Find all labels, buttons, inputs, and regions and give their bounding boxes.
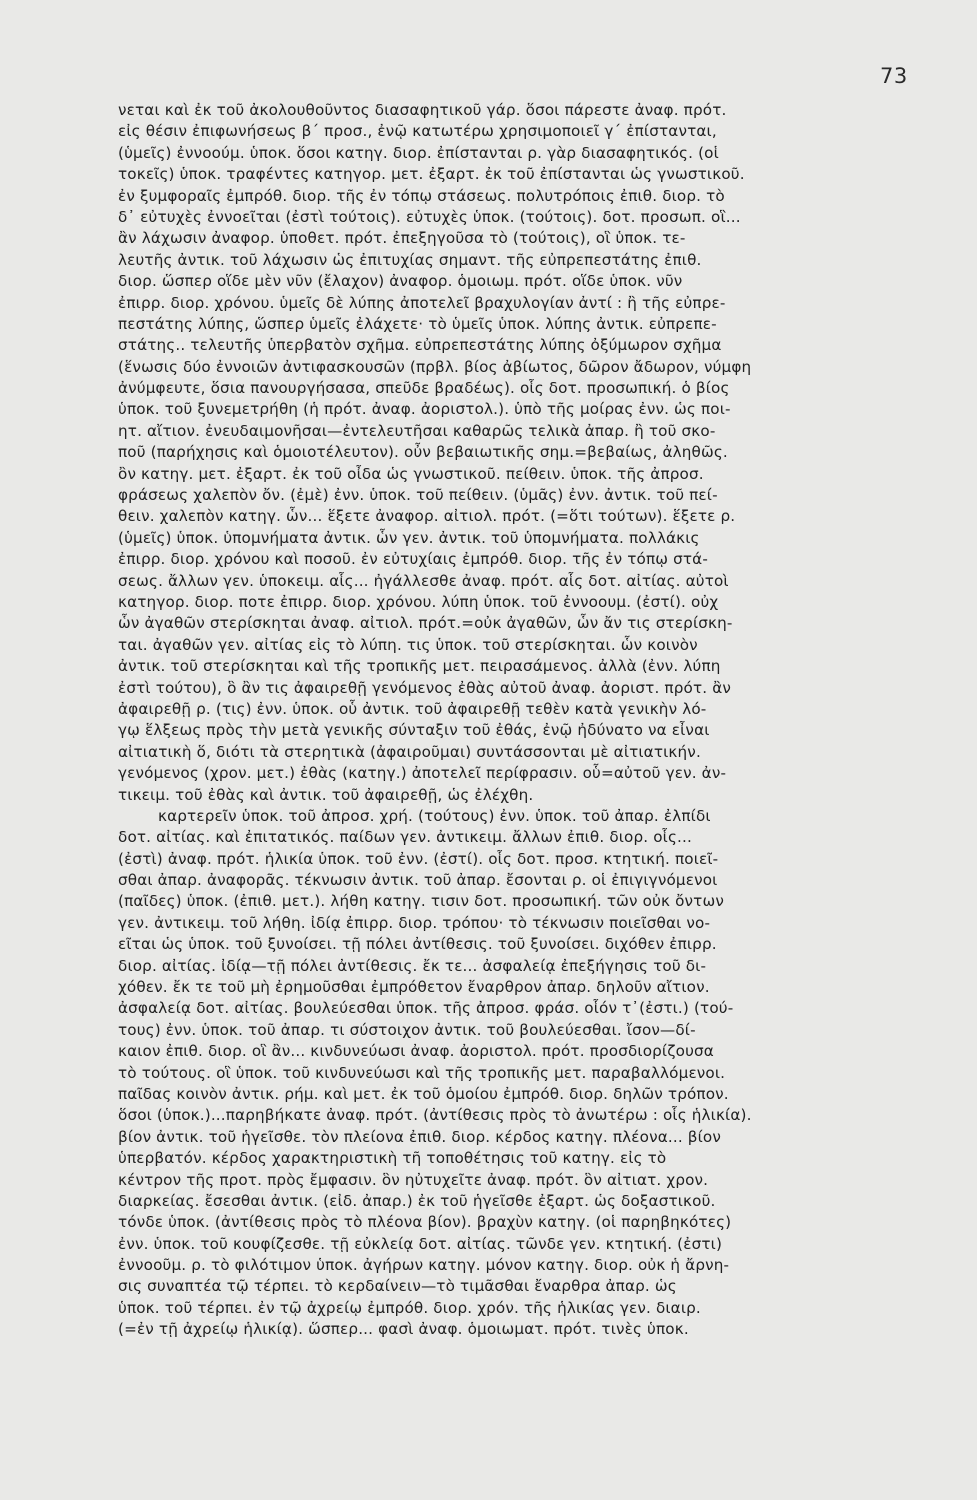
text-line: (ὑμεῖς) ἐννοούμ. ὑποκ. ὅσοι κατηγ. διορ. ἐπίστανται ρ. γὰρ διασαφητικός. (οἱ [118, 143, 719, 162]
text-line: παῖδας κοινὸν ἀντικ. ρήμ. καὶ μετ. ἐκ τοῦ ὁμοίου ἐμπρόθ. διορ. δηλῶν τρόπον. [118, 1084, 729, 1103]
text-line: ὂν κατηγ. μετ. ἐξαρτ. ἐκ τοῦ οἶδα ὡς γνωστικοῦ. πείθειν. ὑποκ. τῆς ἀπροσ. [118, 464, 704, 483]
text-line: στάτης.. τελευτῆς ὑπερβατὸν σχῆμα. εὐπρεπεστάτης λύπης ὀξύμωρον σχῆμα [118, 336, 722, 355]
text-line: σεως. ἄλλων γεν. ὑποκειμ. αἷς... ἠγάλλεσθε ἀναφ. πρότ. αἷς δοτ. αἰτίας. αὐτοὶ [118, 571, 729, 590]
text-line: βίον ἀντικ. τοῦ ἡγεῖσθε. τὸν πλείονα ἐπιθ. διορ. κέρδος κατηγ. πλέονα... βίον [118, 1127, 722, 1146]
text-line: ἐπιρρ. διορ. χρόνου καὶ ποσοῦ. ἐν εὐτυχίαις ἐμπρόθ. διορ. τῆς ἐν τόπῳ στά- [118, 550, 708, 569]
text-line: γεν. ἀντικειμ. τοῦ λήθη. ἰδίᾳ ἐπιρρ. διορ. τρόπου· τὸ τέκνωσιν ποιεῖσθαι νο- [118, 913, 711, 932]
text-line: κατηγορ. διορ. ποτε ἐπιρρ. διορ. χρόνου. λύπη ὑποκ. τοῦ ἐννοουμ. (ἐστί). οὐχ [118, 592, 719, 611]
text-line: καρτερεῖν ὑποκ. τοῦ ἀπροσ. χρή. (τούτους) ἐνν. ὑποκ. τοῦ ἀπαρ. ἐλπίδι [158, 806, 711, 825]
text-line: δοτ. αἰτίας. καὶ ἐπιτατικός. παίδων γεν. ἀντικειμ. ἄλλων ἐπιθ. διορ. οἷς... [118, 828, 692, 847]
text-line: γῳ ἕλξεως πρὸς τὴν μετὰ γενικῆς σύνταξιν τοῦ ἐθάς, ἐνῷ ἠδύνατο να εἶναι [118, 721, 710, 740]
text-line: τόνδε ὑποκ. (ἀντίθεσις πρὸς τὸ πλέονα βίον). βραχὺν κατηγ. (οἱ παρηβηκότες) [118, 1213, 732, 1232]
text-line: εἰς θέσιν ἐπιφωνήσεως β΄ προσ., ἐνῷ κατωτέρω χρησιμοποιεῖ γ΄ ἐπίστανται, [118, 122, 717, 141]
text-line: φράσεως χαλεπὸν ὄν. (ἐμὲ) ἐνν. ὑποκ. τοῦ πείθειν. (ὑμᾶς) ἐνν. ἀντικ. τοῦ πεί- [118, 486, 718, 505]
text-line: σις συναπτέα τῷ τέρπει. τὸ κερδαίνειν—τὸ τιμᾶσθαι ἔναρθρα ἀπαρ. ὡς [118, 1277, 677, 1296]
text-line: δ᾽ εὐτυχὲς ἐννοεῖται (ἐστὶ τούτοις). εὐτυχὲς ὑποκ. (τούτοις). δοτ. προσωπ. οἳ... [118, 207, 741, 226]
text-line: ὧν ἀγαθῶν στερίσκηται ἀναφ. αἰτιολ. πρότ.=οὐκ ἀγαθῶν, ὧν ἄν τις στερίσκη- [118, 614, 733, 633]
text-line: τοκεῖς) ὑποκ. τραφέντες κατηγορ. μετ. ἐξαρτ. ἐκ τοῦ ἐπίστανται ὡς γνωστικοῦ. [118, 165, 745, 184]
text-line: θειν. χαλεπὸν κατηγ. ὧν... ἕξετε ἀναφορ. αἰτιολ. πρότ. (=ὅτι τούτων). ἕξετε ρ. [118, 507, 736, 526]
text-line: εῖται ὡς ὑποκ. τοῦ ξυνοίσει. τῇ πόλει ἀντίθεσις. τοῦ ξυνοίσει. διχόθεν ἐπιρρ. [118, 935, 717, 954]
text-line: τικειμ. τοῦ ἐθὰς καὶ ἀντικ. τοῦ ἀφαιρεθῇ, ὡς ἐλέχθη. [118, 785, 534, 804]
text-line: ποῦ (παρήχησις καὶ ὁμοιοτέλευτον). οὖν βεβαιωτικῆς σημ.=βεβαίως, ἀληθῶς. [118, 443, 728, 462]
body-text [118, 100, 918, 1341]
text-line: κέντρον τῆς προτ. πρὸς ἔμφασιν. ὃν ηὐτυχεῖτε ἀναφ. πρότ. ὃν αἰτιατ. χρον. [118, 1170, 709, 1189]
text-line: ἐννοοῦμ. ρ. τὸ φιλότιμον ὑποκ. ἀγήρων κατηγ. μόνον κατηγ. διορ. οὐκ ἡ ἄρνη- [118, 1256, 730, 1275]
text-line: ητ. αἴτιον. ἐνευδαιμονῆσαι—ἐντελευτῆσαι καθαρῶς τελικὰ ἀπαρ. ἢ τοῦ σκο- [118, 421, 716, 440]
text-line: λευτῆς ἀντικ. τοῦ λάχωσιν ὡς ἐπιτυχίας σημαντ. τῆς εὐπρεπεστάτης ἐπιθ. [118, 250, 702, 269]
text-line: ἀφαιρεθῇ ρ. (τις) ἐνν. ὑποκ. οὗ ἀντικ. τοῦ ἀφαιρεθῇ τεθὲν κατὰ γενικὴν λό- [118, 699, 707, 718]
text-line: τὸ τούτους. οἳ ὑποκ. τοῦ κινδυνεύωσι καὶ τῆς τροπικῆς μετ. παραβαλλόμενοι. [118, 1063, 726, 1082]
text-line: ὅσοι (ὑποκ.)...παρηβήκατε ἀναφ. πρότ. (ἀντίθεσις πρὸς τὸ ἀνωτέρω : οἷς ἡλικία). [118, 1106, 752, 1125]
text-line: ὑποκ. τοῦ ξυνεμετρήθη (ἡ πρότ. ἀναφ. ἀοριστολ.). ὑπὸ τῆς μοίρας ἐνν. ὡς ποι- [118, 400, 731, 419]
text-line: (ἐστὶ) ἀναφ. πρότ. ἡλικία ὑποκ. τοῦ ἐνν. (ἐστί). οἷς δοτ. προσ. κτητική. ποιεῖ- [118, 849, 719, 868]
text-line: (ὑμεῖς) ὑποκ. ὑπομνήματα ἀντικ. ὧν γεν. ἀντικ. τοῦ ὑπομνήματα. πολλάκις [118, 528, 700, 547]
text-line: (=ἐν τῇ ἀχρείῳ ἡλικίᾳ). ὥσπερ... φασὶ ἀναφ. ὁμοιωματ. πρότ. τινὲς ὑποκ. [118, 1320, 689, 1339]
text-line: ἂν λάχωσιν ἀναφορ. ὑποθετ. πρότ. ἐπεξηγοῦσα τὸ (τούτοις), οἳ ὑποκ. τε- [118, 229, 686, 248]
text-line: τους) ἐνν. ὑποκ. τοῦ ἀπαρ. τι σύστοιχον ἀντικ. τοῦ βουλεύεσθαι. ἴσον—δί- [118, 1020, 696, 1039]
text-line: ἐστὶ τούτου), ὃ ἂν τις ἀφαιρεθῇ γενόμενος ἐθὰς αὐτοῦ ἀναφ. ἀοριστ. πρότ. ἂν [118, 678, 731, 697]
text-line: νεται καὶ ἐκ τοῦ ἀκολουθοῦντος διασαφητικοῦ γάρ. ὅσοι πάρεστε ἀναφ. πρότ. [118, 101, 727, 119]
text-line: ἐπιρρ. διορ. χρόνου. ὑμεῖς δὲ λύπης ἀποτελεῖ βραχυλογίαν ἀντί : ἢ τῆς εὐπρε- [118, 293, 726, 312]
text-line: ὑπερβατόν. κέρδος χαρακτηριστικὴ τῆ τοποθέτησις τοῦ κατηγ. εἰς τὸ [118, 1149, 667, 1168]
text-line: ἀνύμφευτε, ὅσια πανουργήσασα, σπεῦδε βραδέως). οἷς δοτ. προσωπική. ὁ βίος [118, 379, 730, 398]
text-line: (παῖδες) ὑποκ. (ἐπιθ. μετ.). λήθη κατηγ. τισιν δοτ. προσωπική. τῶν οὐκ ὄντων [118, 892, 724, 911]
text-line: διορ. ὥσπερ οἵδε μὲν νῦν (ἔλαχον) ἀναφορ. ὁμοιωμ. πρότ. οἵδε ὑποκ. νῦν [118, 272, 683, 291]
text-line: ἀσφαλείᾳ δοτ. αἰτίας. βουλεύεσθαι ὑποκ. τῆς ἀπροσ. φράσ. οἷόν τ᾽(ἐστι.) (τού- [118, 999, 734, 1018]
text-line: ἀντικ. τοῦ στερίσκηται καὶ τῆς τροπικῆς μετ. πειρασάμενος. ἀλλὰ (ἐνν. λύπη [118, 657, 721, 676]
text-line: πεστάτης λύπης, ὥσπερ ὑμεῖς ἐλάχετε· τὸ ὑμεῖς ὑποκ. λύπης ἀντικ. εὐπρεπε- [118, 314, 717, 333]
text-line: ται. ἀγαθῶν γεν. αἰτίας εἰς τὸ λύπη. τις ὑποκ. τοῦ στερίσκηται. ὧν κοινὸν [118, 635, 698, 654]
text-line: γενόμενος (χρον. μετ.) ἐθὰς (κατηγ.) ἀποτελεῖ περίφρασιν. οὗ=αὐτοῦ γεν. ἀν- [118, 764, 727, 783]
text-line: ἐν ξυμφοραῖς ἐμπρόθ. διορ. τῆς ἐν τόπῳ στάσεως. πολυτρόποις ἐπιθ. διορ. τὸ [118, 186, 725, 205]
page-number: 73 [880, 64, 908, 88]
text-line: (ἕνωσις δύο ἐννοιῶν ἀντιφασκουσῶν (πρβλ. βίος ἀβίωτος, δῶρον ἄδωρον, νύμφη [118, 357, 752, 376]
text-line: αἰτιατικὴ ὅ, διότι τὰ στερητικὰ (ἀφαιροῦμαι) συντάσσονται μὲ αἰτιατικήν. [118, 742, 701, 761]
text-line: σθαι ἀπαρ. ἀναφορᾶς. τέκνωσιν ἀντικ. τοῦ ἀπαρ. ἔσονται ρ. οἱ ἐπιγιγνόμενοι [118, 871, 718, 890]
text-line: καιον ἐπιθ. διορ. οἳ ἂν... κινδυνεύωσι ἀναφ. ἀοριστολ. πρότ. προσδιορίζουσα [118, 1042, 714, 1061]
text-line: χόθεν. ἔκ τε τοῦ μὴ ἐρημοῦσθαι ἐμπρόθετον ἔναρθρον ἀπαρ. δηλοῦν αἴτιον. [118, 978, 710, 997]
text-line: διαρκείας. ἔσεσθαι ἀντικ. (εἰδ. ἀπαρ.) ἐκ τοῦ ἡγεῖσθε ἐξαρτ. ὡς δοξαστικοῦ. [118, 1191, 716, 1210]
text-line: ὑποκ. τοῦ τέρπει. ἐν τῷ ἀχρείῳ ἐμπρόθ. διορ. χρόν. τῆς ἡλικίας γεν. διαιρ. [118, 1298, 701, 1317]
text-line: διορ. αἰτίας. ἰδίᾳ—τῇ πόλει ἀντίθεσις. ἔκ τε... ἀσφαλείᾳ ἐπεξήγησις τοῦ δι- [118, 956, 707, 975]
text-line: ἐνν. ὑποκ. τοῦ κουφίζεσθε. τῇ εὐκλείᾳ δοτ. αἰτίας. τῶνδε γεν. κτητική. (ἐστι) [118, 1234, 723, 1253]
